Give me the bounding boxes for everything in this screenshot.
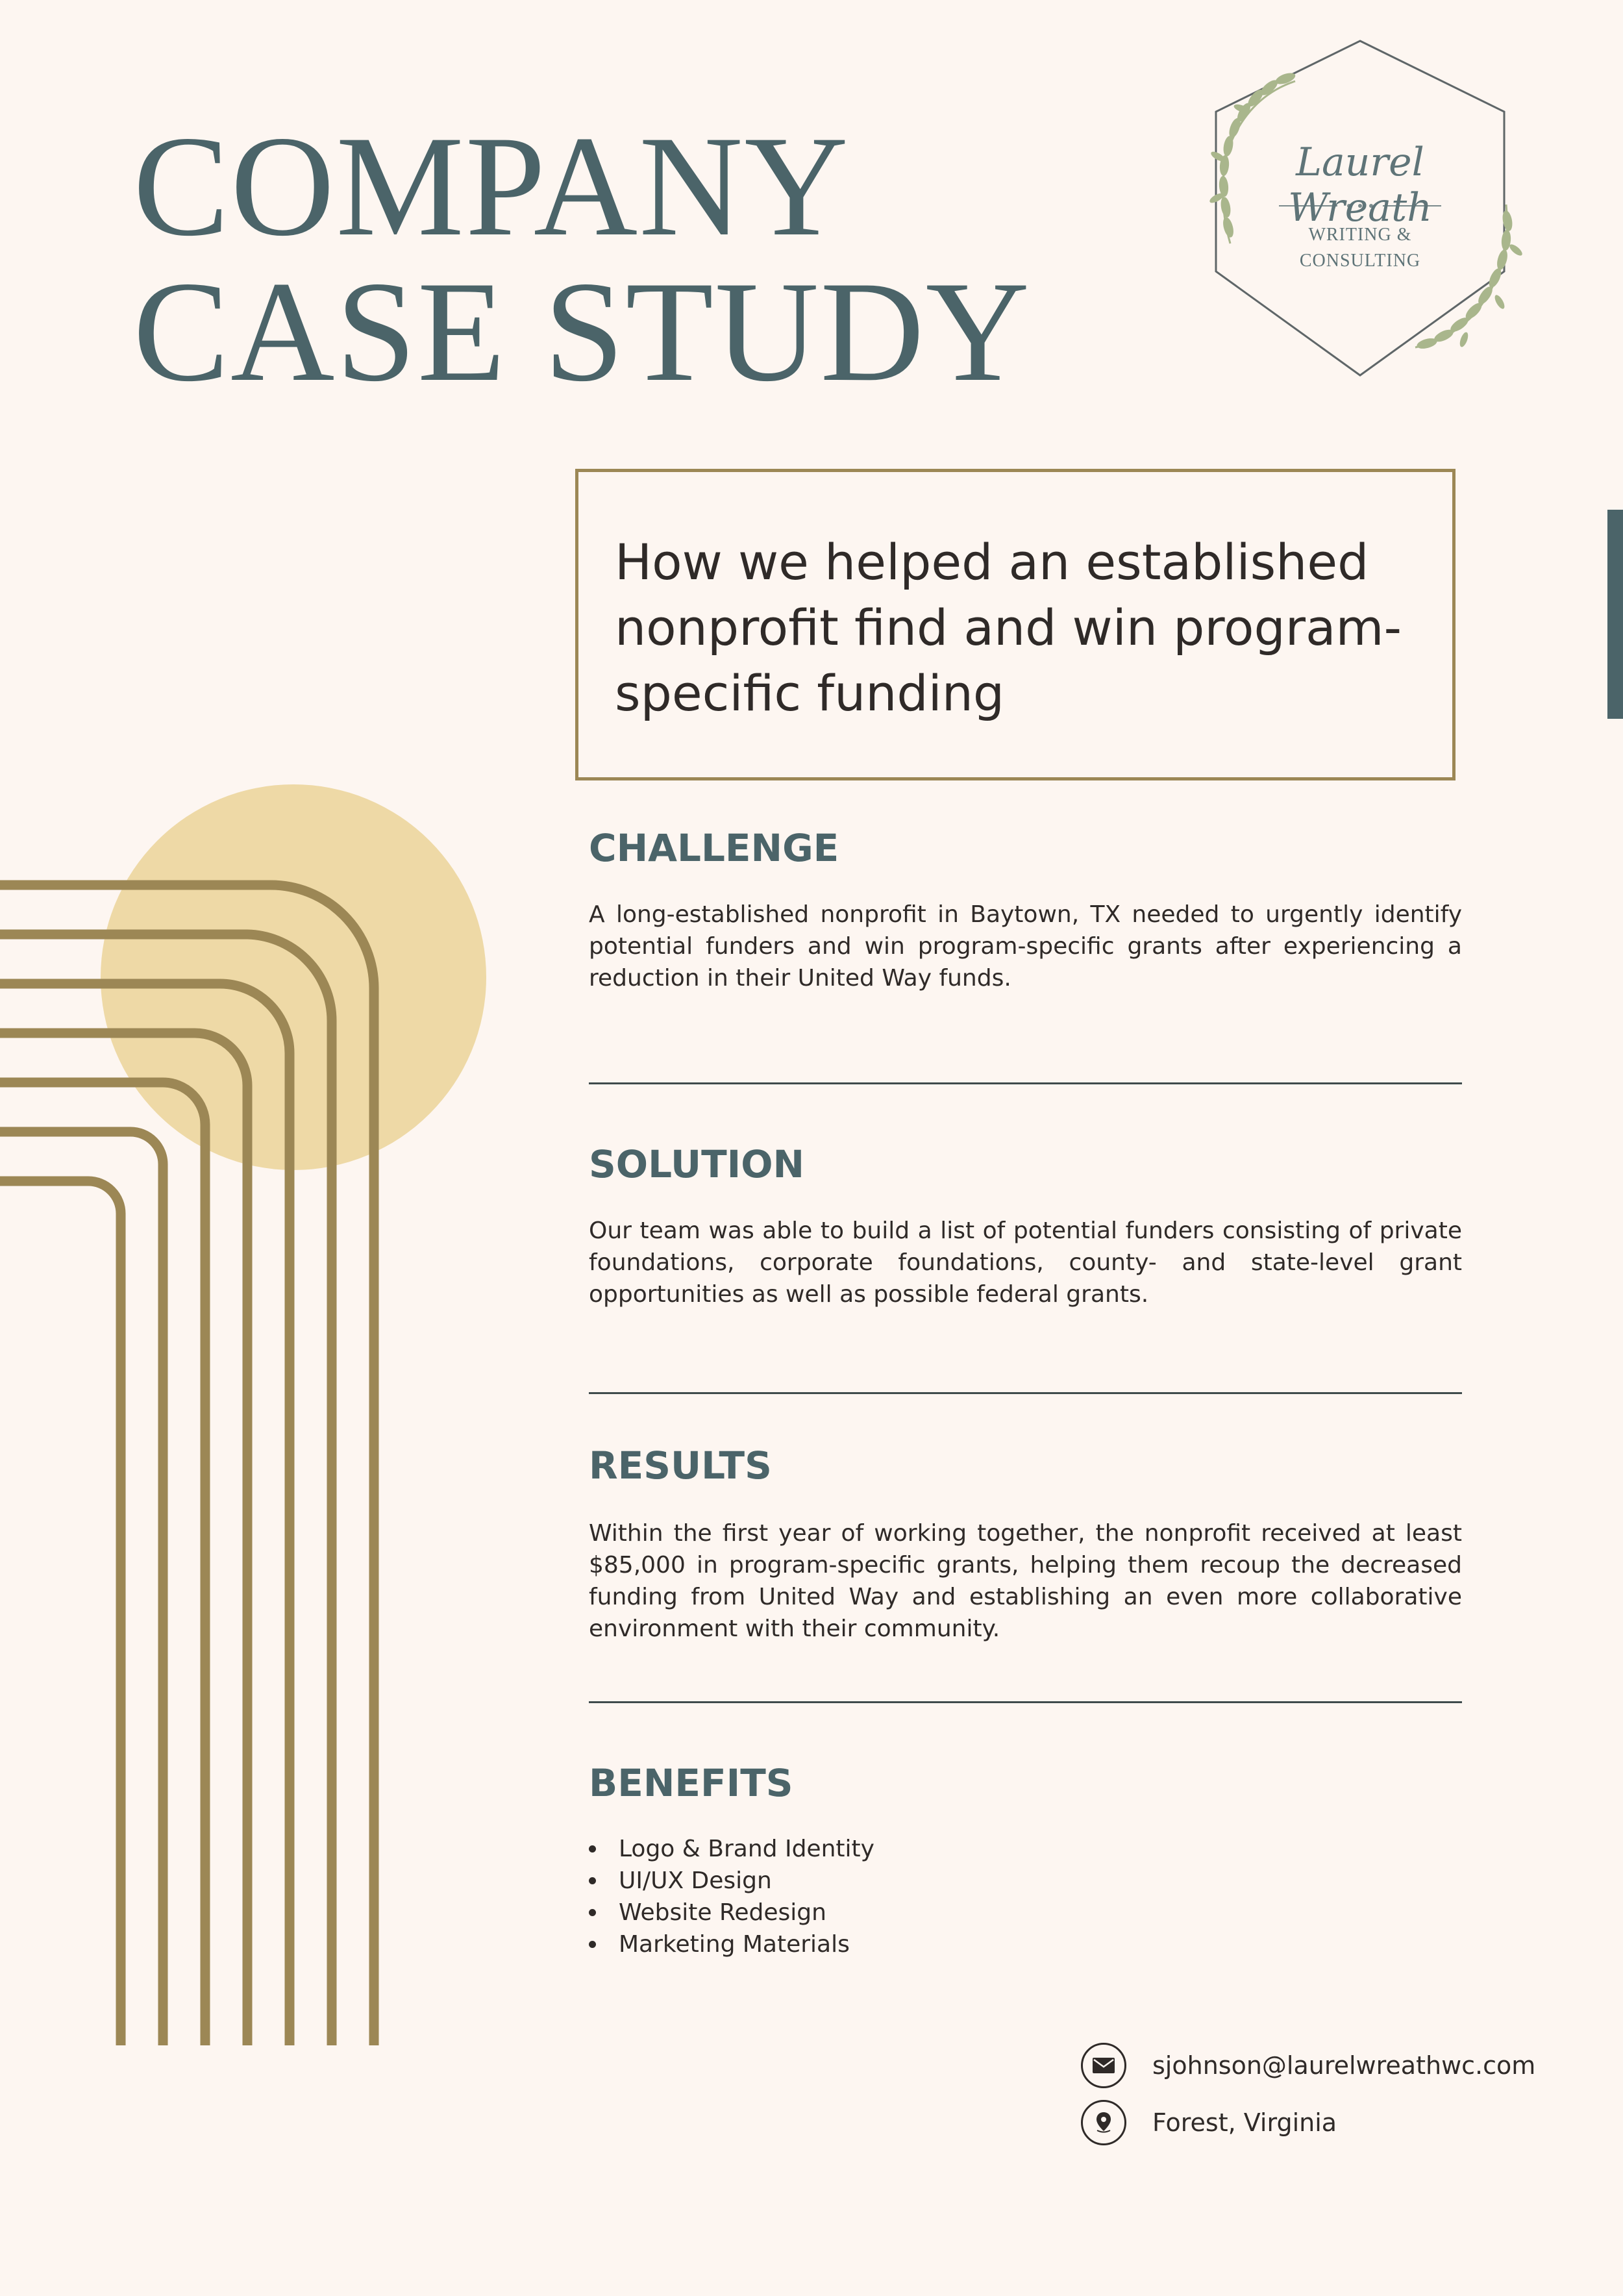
logo-tagline — [1259, 222, 1461, 274]
subtitle-box — [575, 469, 1456, 780]
section-divider — [589, 1392, 1462, 1394]
challenge-heading: CHALLENGE — [589, 826, 839, 870]
solution-body: Our team was able to build a list of potential funders consisting of private foundations, corporate foundations, county- and state-level grant opportunities as well as possible federal grants. — [589, 1217, 1462, 1308]
list-item — [589, 1897, 874, 1928]
contact-location-text: Forest, Virginia — [1152, 2108, 1337, 2137]
arch-line — [0, 1181, 121, 2045]
benefit-label: UI/UX Design — [619, 1867, 772, 1894]
solution-heading: SOLUTION — [589, 1142, 805, 1186]
benefits-heading: BENEFITS — [589, 1761, 793, 1805]
bullet-icon — [589, 1909, 596, 1916]
benefit-label: Marketing Materials — [619, 1931, 850, 1958]
logo-script-name: Laurel Wreath — [1288, 140, 1432, 231]
map-pin-icon — [1081, 2100, 1126, 2145]
title-line-1: COMPANY — [133, 106, 850, 266]
bullet-icon — [589, 1877, 596, 1884]
benefit-label: Logo & Brand Identity — [619, 1836, 874, 1862]
challenge-body: A long-established nonprofit in Baytown, TX needed to urgently identify potential funders and win program-specific grants after experiencing a reduction in their United Way funds. — [589, 901, 1462, 992]
arch-line — [0, 1082, 205, 2045]
logo-tagline-line-1: WRITING & — [1308, 225, 1412, 245]
arch-line — [0, 1132, 163, 2045]
title-line-2: CASE STUDY — [133, 252, 1032, 412]
page-title — [133, 106, 1032, 412]
logo-tagline-line-2: CONSULTING — [1299, 251, 1421, 271]
contact-location-row — [1081, 2100, 1337, 2145]
list-item — [589, 1928, 874, 1960]
bullet-icon — [589, 1845, 596, 1853]
subtitle: How we helped an established nonprofit find and win program-specific funding — [615, 533, 1402, 722]
list-item — [589, 1865, 874, 1897]
results-body: Within the first year of working together, the nonprofit received at least $85,000 in program-specific grants, helping them recoup the decreased funding from United Way and establishing an even more collaborative environment with their community. — [589, 1520, 1462, 1642]
section-divider — [589, 1701, 1462, 1703]
list-item — [589, 1833, 874, 1865]
laurel-wreath-logo — [1188, 36, 1526, 386]
envelope-icon — [1081, 2043, 1126, 2088]
benefit-label: Website Redesign — [619, 1899, 826, 1926]
contact-email-row[interactable] — [1081, 2043, 1535, 2088]
benefits-list — [589, 1833, 874, 1960]
contact-email-link[interactable]: sjohnson@laurelwreathwc.com — [1152, 2051, 1536, 2080]
arch-decoration — [0, 776, 493, 2058]
results-heading: RESULTS — [589, 1443, 772, 1488]
edge-tab-marker — [1607, 510, 1623, 719]
bullet-icon — [589, 1941, 596, 1948]
section-divider — [589, 1082, 1462, 1084]
